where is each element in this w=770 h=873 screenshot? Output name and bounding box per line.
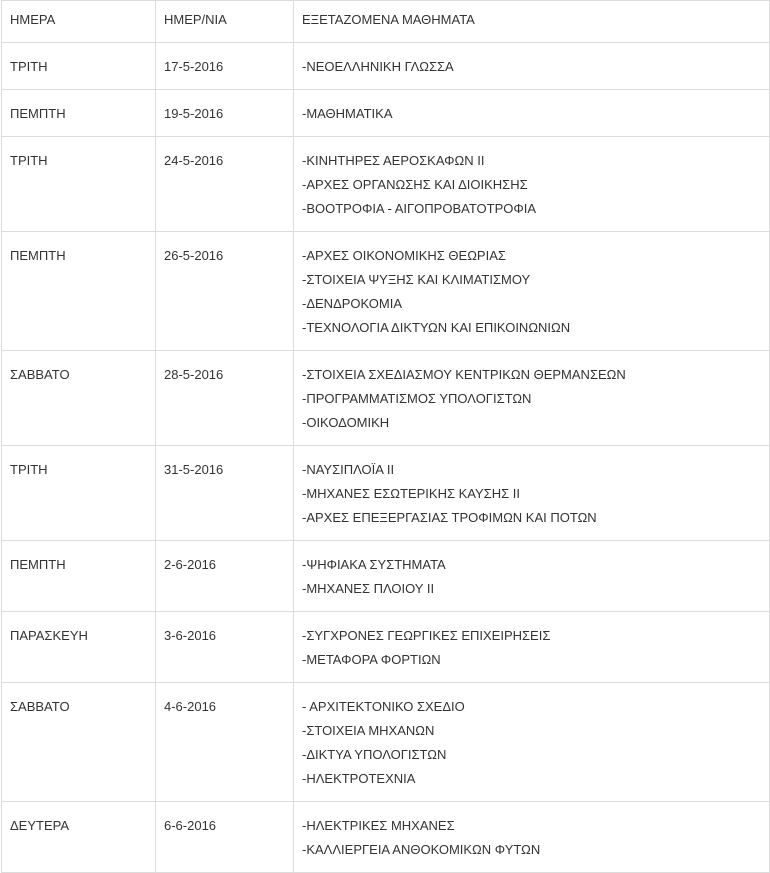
table-row <box>2 683 770 802</box>
subject-item: -ΗΛΕΚΤΡΟΤΕΧΝΙΑ <box>302 771 416 786</box>
date-cell: 31-5-2016 <box>156 446 294 541</box>
day-cell: ΤΡΙΤΗ <box>2 43 156 90</box>
table-row <box>2 446 770 541</box>
date-cell: 4-6-2016 <box>156 683 294 802</box>
exam-schedule-table <box>1 0 770 873</box>
day-cell: ΠΕΜΠΤΗ <box>2 541 156 612</box>
subjects-cell <box>294 90 770 137</box>
subject-item: -ΨΗΦΙΑΚΑ ΣΥΣΤΗΜΑΤΑ <box>302 557 446 572</box>
subject-item: -ΜΗΧΑΝΕΣ ΠΛΟΙΟΥ ΙΙ <box>302 581 435 596</box>
subjects-cell <box>294 43 770 90</box>
day-cell: ΠΕΜΠΤΗ <box>2 90 156 137</box>
day-cell: ΤΡΙΤΗ <box>2 137 156 232</box>
subject-item: -ΔΙΚΤΥΑ ΥΠΟΛΟΓΙΣΤΩΝ <box>302 747 447 762</box>
subject-item: -ΣΤΟΙΧΕΙΑ ΣΧΕΔΙΑΣΜΟΥ ΚΕΝΤΡΙΚΩΝ ΘΕΡΜΑΝΣΕΩΝ <box>302 367 626 382</box>
subject-item: -ΤΕΧΝΟΛΟΓΙΑ ΔΙΚΤΥΩΝ ΚΑΙ ΕΠΙΚΟΙΝΩΝΙΩΝ <box>302 320 571 335</box>
table-row <box>2 802 770 873</box>
day-cell: ΠΕΜΠΤΗ <box>2 232 156 351</box>
table-row <box>2 351 770 446</box>
subject-item: - ΑΡΧΙΤΕΚΤΟΝΙΚΟ ΣΧΕΔΙΟ <box>302 699 465 714</box>
subject-item: -ΜΑΘΗΜΑΤΙΚΑ <box>302 106 393 121</box>
date-cell: 26-5-2016 <box>156 232 294 351</box>
table-row <box>2 232 770 351</box>
subject-item: -ΔΕΝΔΡΟΚΟΜΙΑ <box>302 296 403 311</box>
subject-item: -ΣΤΟΙΧΕΙΑ ΜΗΧΑΝΩΝ <box>302 723 435 738</box>
table-row <box>2 137 770 232</box>
subjects-cell <box>294 137 770 232</box>
table-row <box>2 541 770 612</box>
subjects-cell <box>294 612 770 683</box>
subjects-cell <box>294 446 770 541</box>
table-body <box>2 43 770 873</box>
date-cell: 24-5-2016 <box>156 137 294 232</box>
header-day: ΗΜΕΡΑ <box>2 1 156 43</box>
date-cell: 3-6-2016 <box>156 612 294 683</box>
subjects-cell <box>294 802 770 873</box>
subject-item: -ΑΡΧΕΣ ΟΡΓΑΝΩΣΗΣ ΚΑΙ ΔΙΟΙΚΗΣΗΣ <box>302 177 528 192</box>
subject-item: -ΒΟΟΤΡΟΦΙΑ - ΑΙΓΟΠΡΟΒΑΤΟΤΡΟΦΙΑ <box>302 201 537 216</box>
subject-item: -ΟΙΚΟΔΟΜΙΚΗ <box>302 415 390 430</box>
subject-item: -ΜΗΧΑΝΕΣ ΕΣΩΤΕΡΙΚΗΣ ΚΑΥΣΗΣ ΙΙ <box>302 486 520 501</box>
subjects-cell <box>294 683 770 802</box>
subject-item: -ΝΑΥΣΙΠΛΟΪΑ ΙΙ <box>302 462 395 477</box>
subject-item: -ΠΡΟΓΡΑΜΜΑΤΙΣΜΟΣ ΥΠΟΛΟΓΙΣΤΩΝ <box>302 391 532 406</box>
date-cell: 2-6-2016 <box>156 541 294 612</box>
date-cell: 19-5-2016 <box>156 90 294 137</box>
date-cell: 17-5-2016 <box>156 43 294 90</box>
day-cell: ΔΕΥΤΕΡΑ <box>2 802 156 873</box>
subject-item: -ΗΛΕΚΤΡΙΚΕΣ ΜΗΧΑΝΕΣ <box>302 818 455 833</box>
table-row <box>2 90 770 137</box>
subject-item: -ΑΡΧΕΣ ΕΠΕΞΕΡΓΑΣΙΑΣ ΤΡΟΦΙΜΩΝ ΚΑΙ ΠΟΤΩΝ <box>302 510 597 525</box>
day-cell: ΤΡΙΤΗ <box>2 446 156 541</box>
table-header-row <box>2 1 770 43</box>
subject-item: -ΚΑΛΛΙΕΡΓΕΙΑ ΑΝΘΟΚΟΜΙΚΩΝ ΦΥΤΩΝ <box>302 842 541 857</box>
day-cell: ΣΑΒΒΑΤΟ <box>2 351 156 446</box>
subject-item: -ΑΡΧΕΣ ΟΙΚΟΝΟΜΙΚΗΣ ΘΕΩΡΙΑΣ <box>302 248 506 263</box>
subject-item: -ΣΥΓΧΡΟΝΕΣ ΓΕΩΡΓΙΚΕΣ ΕΠΙΧΕΙΡΗΣΕΙΣ <box>302 628 551 643</box>
subject-item: -ΝΕΟΕΛΛΗΝΙΚΗ ΓΛΩΣΣΑ <box>302 59 454 74</box>
subjects-cell <box>294 351 770 446</box>
table-row <box>2 612 770 683</box>
subject-item: -ΣΤΟΙΧΕΙΑ ΨΥΞΗΣ ΚΑΙ ΚΛΙΜΑΤΙΣΜΟΥ <box>302 272 531 287</box>
date-cell: 6-6-2016 <box>156 802 294 873</box>
header-date: ΗΜΕΡ/ΝΙΑ <box>156 1 294 43</box>
subject-item: -ΚΙΝΗΤΗΡΕΣ ΑΕΡΟΣΚΑΦΩΝ ΙΙ <box>302 153 485 168</box>
date-cell: 28-5-2016 <box>156 351 294 446</box>
day-cell: ΣΑΒΒΑΤΟ <box>2 683 156 802</box>
day-cell: ΠΑΡΑΣΚΕΥΗ <box>2 612 156 683</box>
subject-item: -ΜΕΤΑΦΟΡΑ ΦΟΡΤΙΩΝ <box>302 652 441 667</box>
subjects-cell <box>294 232 770 351</box>
subjects-cell <box>294 541 770 612</box>
table-row <box>2 43 770 90</box>
header-subjects: ΕΞΕΤΑΖΟΜΕΝΑ ΜΑΘΗΜΑΤΑ <box>294 1 770 43</box>
